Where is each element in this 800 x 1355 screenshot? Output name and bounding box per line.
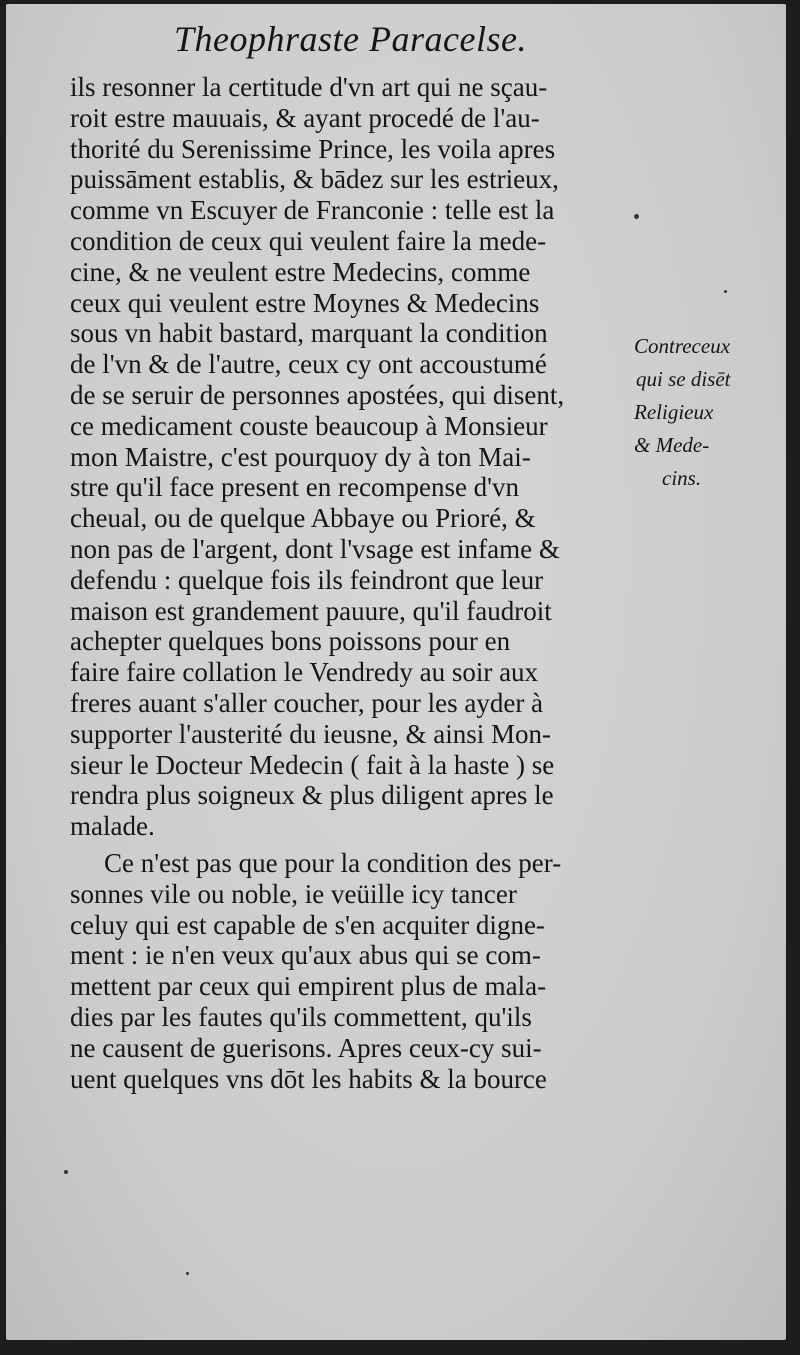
paragraph-first-line: Ce n'est pas que pour la condition des per- [104,847,562,878]
text-line: freres auant s'aller coucher, pour les ayder à [70,687,544,718]
text-line: faire faire collation le Vendredy au soir aux [70,657,539,688]
text-line: de se seruir de personnes apostées, qui disent, [70,379,565,410]
text-line: thorité du Serenissime Prince, les voila apres [70,133,556,164]
text-line: uent quelques vns dōt les habits & la bource [70,1063,547,1094]
text-line: de l'vn & de l'autre, ceux cy ont accoustumé [70,349,547,380]
text-line: cine, & ne veulent estre Medecins, comme [70,256,531,287]
text-line: mettent par ceux qui empirent plus de mala- [70,971,547,1002]
gloss-line: qui se disēt [636,367,731,391]
text-line: maison est grandement pauure, qu'il faudroit [70,595,552,626]
text-line: cheual, ou de quelque Abbaye ou Prioré, & [70,503,536,534]
body-text [70,72,640,1094]
text-line: mon Maistre, c'est pourquoy dy à ton Mai- [70,441,531,472]
text-line: sous vn habit bastard, marquant la condition [70,318,548,349]
gloss-line: & Mede- [634,433,710,457]
text-line: comme vn Escuyer de Franconie : telle est la [70,195,555,226]
gloss-line: Religieux [634,400,714,424]
text-line: ne causent de guerisons. Apres ceux-cy sui- [70,1032,542,1063]
text-line: defendu : quelque fois ils feindront que leur [70,564,544,595]
gloss-line: Contreceux [634,334,731,358]
ink-speck [724,290,727,293]
text-line: roit estre mauuais, & ayant procedé de l'au- [70,102,540,133]
text-line: celuy qui est capable de s'en acquiter digne- [70,909,545,940]
text-line: sonnes vile ou noble, ie veüille icy tancer [70,878,517,909]
ink-speck [186,1272,189,1275]
margin-gloss [634,330,731,495]
book-page [6,4,786,1340]
text-line: sieur le Docteur Medecin ( fait à la haste ) se [70,749,555,780]
text-line: condition de ceux qui veulent faire la mede- [70,225,547,256]
text-line: rendra plus soigneux & plus diligent apres le [70,780,554,811]
text-line: dies par les fautes qu'ils commettent, qu'ils [70,1001,532,1032]
text-line: stre qu'il face present en recompense d'vn [70,472,520,503]
text-line: ceux qui veulent estre Moynes & Medecins [70,287,540,318]
text-line: non pas de l'argent, dont l'vsage est infame & [70,533,560,564]
running-head: Theophraste Paracelse. [174,19,527,59]
ink-speck [634,214,639,219]
text-line: puissāment establis, & bādez sur les estrieux, [70,164,559,195]
text-line: malade. [70,811,155,842]
text-line: ils resonner la certitude d'vn art qui ne sçau- [70,72,548,102]
gloss-line: cins. [662,466,702,490]
ink-speck [64,1170,68,1174]
text-line: ce medicament couste beaucoup à Monsieur [70,410,548,441]
text-line: supporter l'austerité du ieusne, & ainsi Mon- [70,718,552,749]
text-line: achepter quelques bons poissons pour en [70,626,511,657]
text-line: ment : ie n'en veux qu'aux abus qui se com- [70,940,541,971]
